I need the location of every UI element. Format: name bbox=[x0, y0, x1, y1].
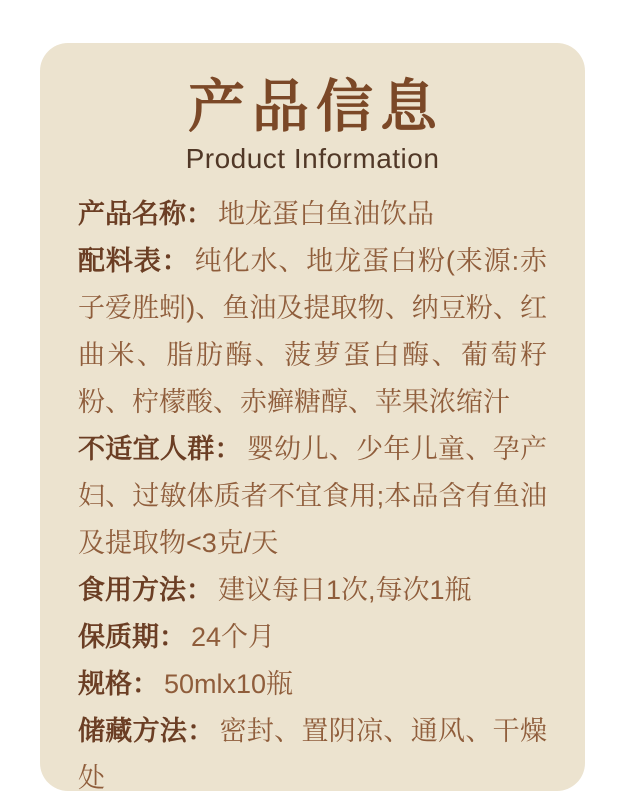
page-title: 产品信息 bbox=[188, 75, 444, 139]
product-info-card bbox=[40, 43, 585, 791]
product-name-label: 产品名称： bbox=[78, 199, 213, 229]
row-usage-method bbox=[78, 567, 547, 614]
row-unsuitable-groups bbox=[78, 426, 547, 567]
ingredients-value: 纯化水、地龙蛋白粉(来源:赤子爱胜蚓)、鱼油及提取物、纳豆粉、红曲米、脂肪酶、菠萝蛋白酶、葡萄籽粉、柠檬酸、赤癣糖醇、苹果浓缩汁 bbox=[78, 246, 548, 417]
specification-value: 50mlx10瓶 bbox=[164, 669, 294, 699]
usage-method-value: 建议每日1次,每次1瓶 bbox=[218, 575, 472, 605]
row-shelf-life bbox=[78, 614, 547, 661]
product-name-value: 地龙蛋白鱼油饮品 bbox=[218, 199, 434, 229]
storage-method-label: 储藏方法： bbox=[78, 716, 215, 746]
unsuitable-groups-value: 婴幼儿、少年儿童、孕产妇、过敏体质者不宜食用;本品含有鱼油及提取物<3克/天 bbox=[78, 434, 547, 558]
shelf-life-value: 24个月 bbox=[191, 622, 276, 652]
shelf-life-label: 保质期： bbox=[78, 622, 186, 652]
row-storage-method bbox=[78, 708, 547, 802]
product-info-list bbox=[78, 191, 547, 802]
row-product-name bbox=[78, 191, 547, 238]
storage-method-value: 密封、置阴凉、通风、干燥处 bbox=[78, 716, 547, 793]
row-specification bbox=[78, 661, 547, 708]
row-ingredients bbox=[78, 238, 547, 426]
page-subtitle: Product Information bbox=[185, 143, 440, 174]
card-header bbox=[40, 43, 585, 175]
specification-label: 规格： bbox=[78, 669, 159, 699]
unsuitable-groups-label: 不适宜人群： bbox=[78, 434, 242, 464]
usage-method-label: 食用方法： bbox=[78, 575, 213, 605]
ingredients-label: 配料表： bbox=[78, 246, 190, 276]
